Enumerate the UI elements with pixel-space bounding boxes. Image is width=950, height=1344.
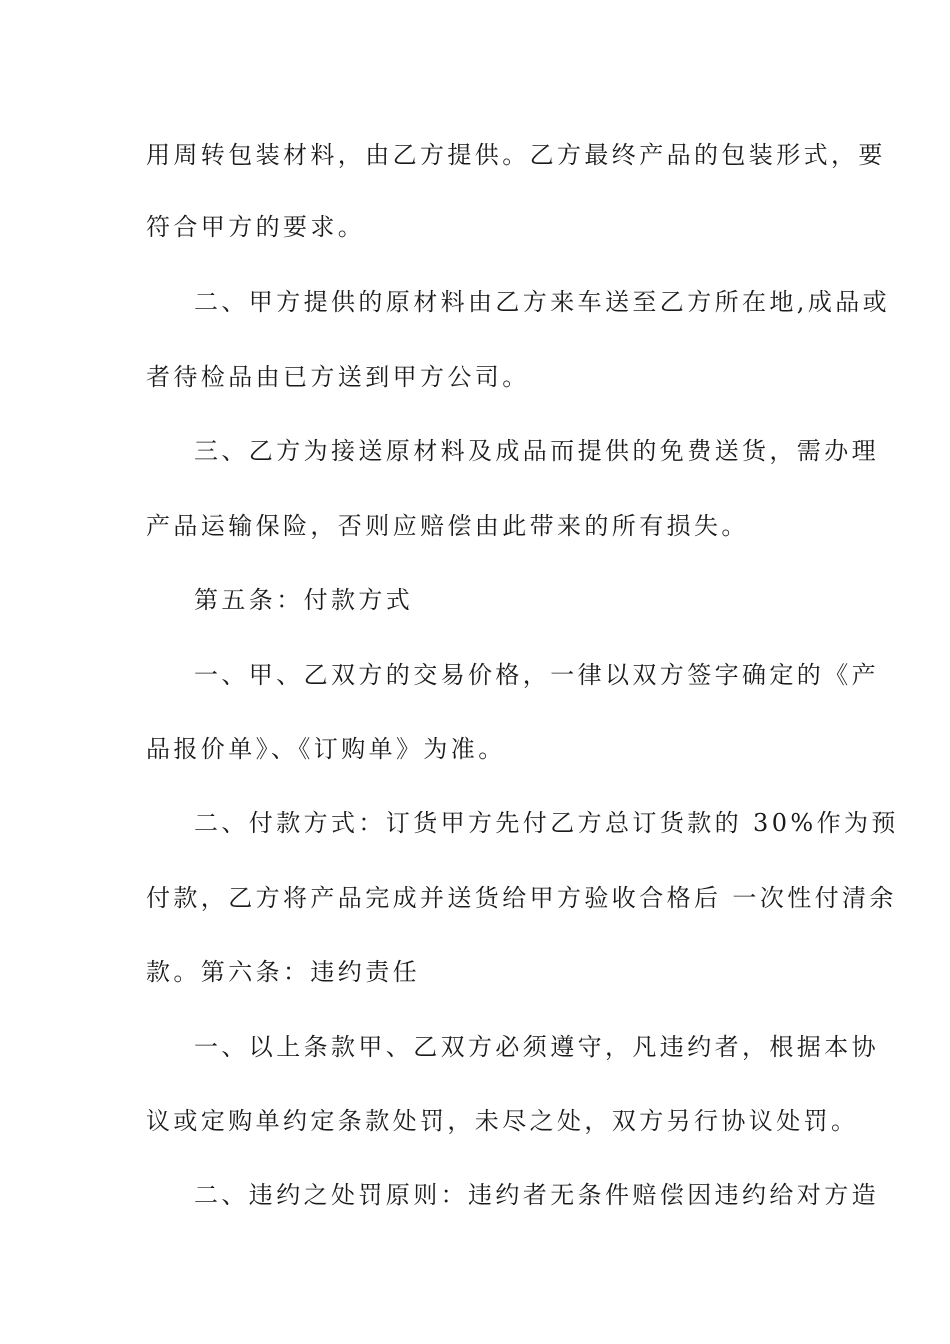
paragraph-line: 一、以上条款甲、乙双方必须遵守，凡违约者，根据本协	[194, 1033, 879, 1061]
paragraph-line: 用周转包装材料，由乙方提供。乙方最终产品的包装形式，要	[146, 141, 886, 169]
paragraph-line: 二、付款方式：订货甲方先付乙方总订货款的 30%作为预	[194, 809, 899, 837]
section-heading: 款。第六条：违约责任	[146, 958, 420, 986]
paragraph-line: 产品运输保险，否则应赔偿由此带来的所有损失。	[146, 512, 749, 540]
section-heading: 第五条：付款方式	[194, 586, 414, 614]
paragraph-line: 一、甲、乙双方的交易价格，一律以双方签字确定的《产	[194, 661, 879, 689]
paragraph-line: 议或定购单约定条款处罚，未尽之处，双方另行协议处罚。	[146, 1107, 859, 1135]
paragraph-line: 品报价单》、《订购单》为准。	[146, 735, 506, 763]
paragraph-line: 二、违约之处罚原则：违约者无条件赔偿因违约给对方造	[194, 1181, 879, 1209]
paragraph-line: 三、乙方为接送原材料及成品而提供的免费送货，需办理	[194, 437, 879, 465]
paragraph-line: 二、甲方提供的原材料由乙方来车送至乙方所在地,成品或	[194, 288, 891, 316]
paragraph-line: 者待检品由已方送到甲方公司。	[146, 363, 530, 391]
paragraph-line: 符合甲方的要求。	[146, 213, 366, 241]
paragraph-line: 付款，乙方将产品完成并送货给甲方验收合格后 一次性付清余	[146, 884, 897, 912]
